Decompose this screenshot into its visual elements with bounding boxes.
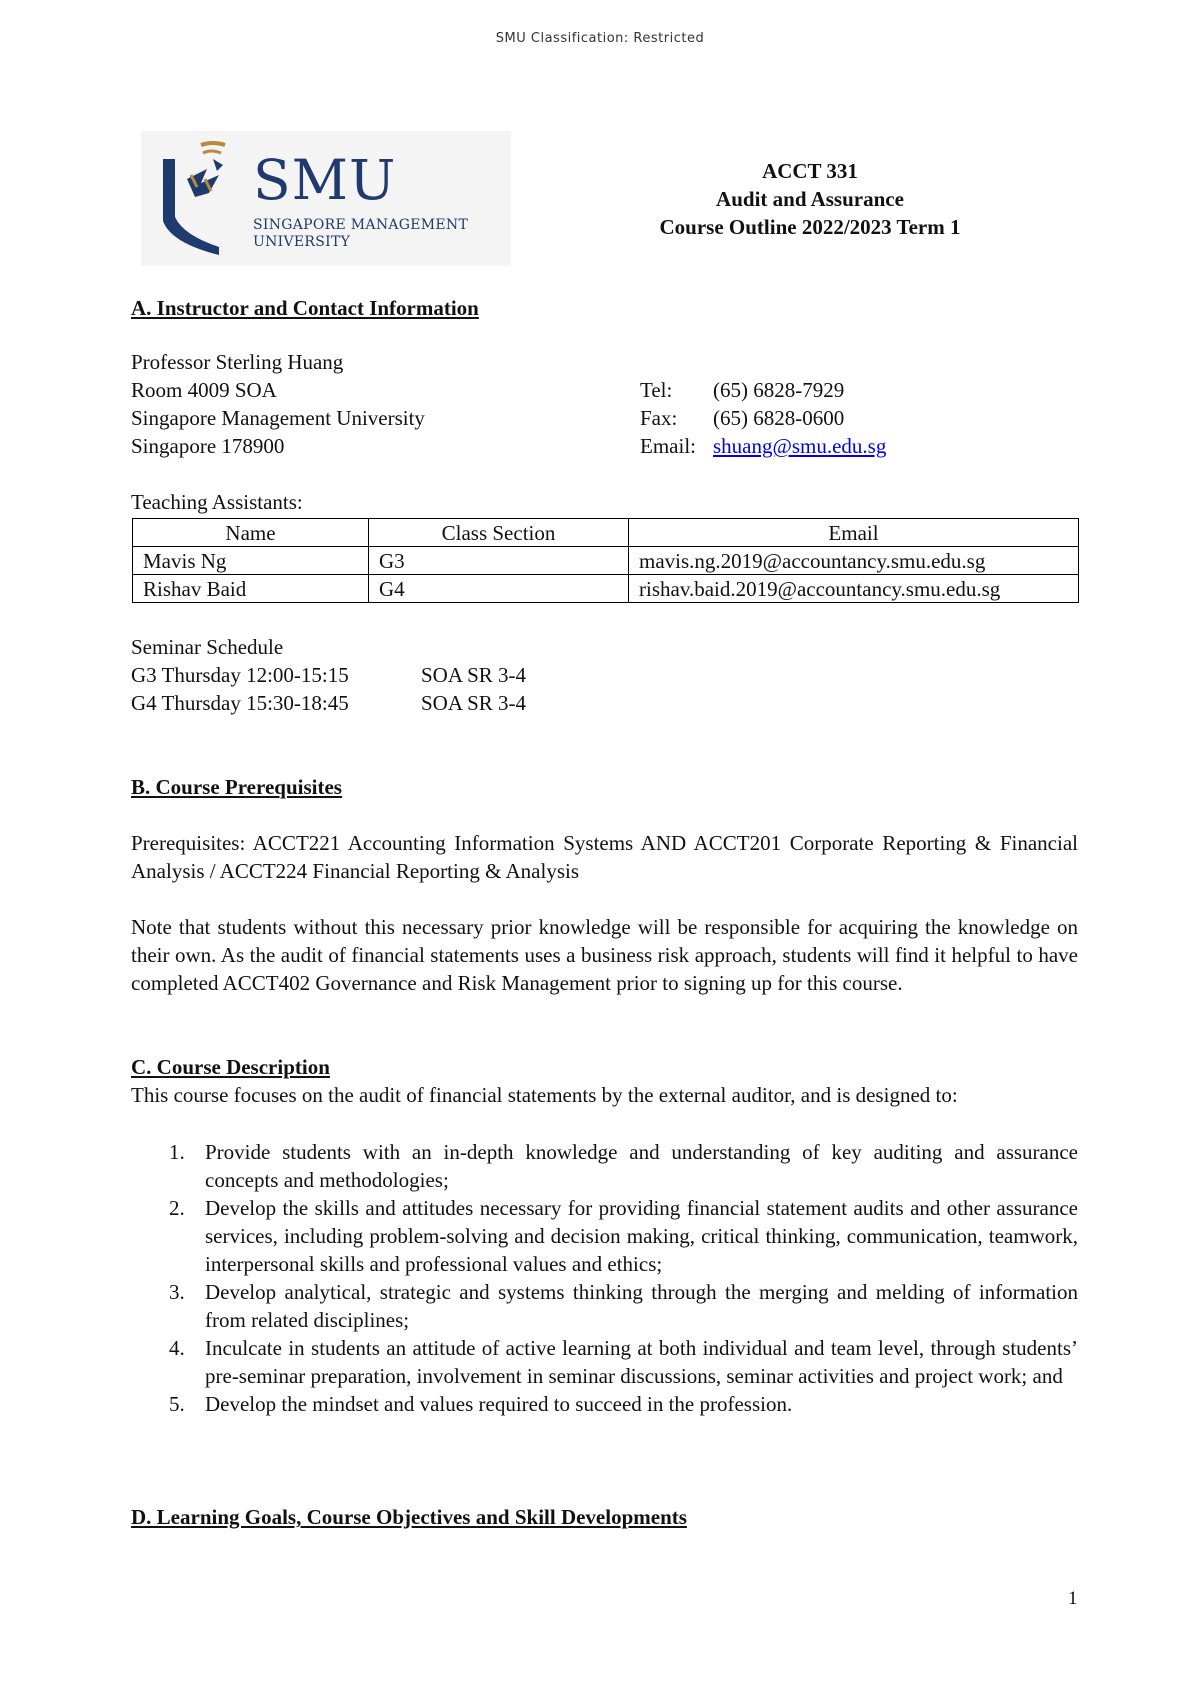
fax-value: (65) 6828-0600 — [713, 406, 845, 430]
section-b-heading: B. Course Prerequisites — [131, 775, 342, 799]
logo-wordmark: SMU — [253, 148, 397, 212]
list-text: Provide students with an in-depth knowledge and understanding of key auditing and assurance concepts and methodologies; — [205, 1140, 1078, 1192]
instructor-room: Room 4009 SOA — [131, 378, 277, 402]
section-d-heading: D. Learning Goals, Course Objectives and Skill Developments — [131, 1505, 687, 1529]
ta-email: mavis.ng.2019@accountancy.smu.edu.sg — [629, 547, 1079, 575]
list-text: Develop the skills and attitudes necessary for providing financial statement audits and other assurance services, including problem-solving and decision making, critical thinking, communication, teamwork, interpersonal skills and professional values and ethics; — [205, 1196, 1078, 1276]
logo-subtitle — [253, 217, 468, 251]
instructor-university: Singapore Management University — [131, 406, 425, 430]
course-outline-term: Course Outline 2022/2023 Term 1 — [659, 215, 961, 239]
email-label: Email: — [640, 434, 696, 458]
logo-line-1: SINGAPORE MANAGEMENT — [253, 217, 469, 233]
page-number: 1 — [1068, 1588, 1078, 1609]
course-title: Audit and Assurance — [716, 187, 904, 211]
fax-label: Fax: — [640, 406, 678, 430]
course-aims-list — [131, 1138, 1078, 1418]
instructor-email-link[interactable]: shuang@smu.edu.sg — [713, 434, 887, 458]
course-code: ACCT 331 — [762, 159, 858, 183]
section-a-heading: A. Instructor and Contact Information — [131, 296, 479, 320]
schedule-time: G3 Thursday 12:00-15:15 — [131, 663, 349, 687]
table-row — [133, 575, 1079, 603]
schedule-room: SOA SR 3-4 — [421, 663, 527, 687]
list-number: 4. — [169, 1336, 185, 1360]
table-header-name: Name — [133, 519, 369, 547]
smu-crest-icon — [161, 139, 251, 259]
logo-line-2: UNIVERSITY — [253, 234, 351, 250]
list-item — [131, 1138, 1078, 1194]
list-number: 3. — [169, 1280, 185, 1304]
list-item — [131, 1390, 1078, 1418]
seminar-schedule-label: Seminar Schedule — [131, 635, 284, 659]
table-header-row — [133, 519, 1079, 547]
teaching-assistants-table — [132, 518, 1079, 603]
list-number: 5. — [169, 1392, 185, 1416]
list-number: 2. — [169, 1196, 185, 1220]
table-row — [133, 547, 1079, 575]
table-header-class-section: Class Section — [369, 519, 629, 547]
tel-value: (65) 6828-7929 — [713, 378, 845, 402]
course-header — [590, 157, 1030, 241]
ta-email: rishav.baid.2019@accountancy.smu.edu.sg — [629, 575, 1079, 603]
ta-section: G3 — [369, 547, 629, 575]
classification-label: SMU Classification: Restricted — [495, 31, 705, 46]
list-number: 1. — [169, 1140, 185, 1164]
schedule-time: G4 Thursday 15:30-18:45 — [131, 691, 349, 715]
prerequisites-text: Prerequisites: ACCT221 Accounting Information Systems AND ACCT201 Corporate Reporting & Financial Analysis / ACCT224 Financial Reporting & Analysis — [131, 831, 1078, 883]
ta-name: Rishav Baid — [133, 575, 369, 603]
smu-logo — [141, 131, 511, 266]
table-header-email: Email — [629, 519, 1079, 547]
teaching-assistants-label: Teaching Assistants: — [131, 490, 303, 514]
section-c-heading: C. Course Description — [131, 1055, 330, 1079]
list-text: Develop analytical, strategic and systems thinking through the merging and melding of information from related disciplines; — [205, 1280, 1078, 1332]
course-description-intro: This course focuses on the audit of financial statements by the external auditor, and is designed to: — [131, 1083, 958, 1107]
list-item — [131, 1278, 1078, 1334]
ta-name: Mavis Ng — [133, 547, 369, 575]
instructor-city: Singapore 178900 — [131, 434, 285, 458]
schedule-room: SOA SR 3-4 — [421, 691, 527, 715]
prerequisites-note: Note that students without this necessary prior knowledge will be responsible for acquiring the knowledge on their own. As the audit of financial statements uses a business risk approach, students will find it helpful to have completed ACCT402 Governance and Risk Management prior to signing up for this course. — [131, 915, 1078, 995]
list-item — [131, 1334, 1078, 1390]
list-text: Inculcate in students an attitude of active learning at both individual and team level, through students’ pre-seminar preparation, involvement in seminar discussions, seminar activities and project work; and — [205, 1336, 1078, 1388]
ta-section: G4 — [369, 575, 629, 603]
list-text: Develop the mindset and values required to succeed in the profession. — [205, 1392, 793, 1416]
instructor-name: Professor Sterling Huang — [131, 350, 344, 374]
tel-label: Tel: — [640, 378, 673, 402]
list-item — [131, 1194, 1078, 1278]
